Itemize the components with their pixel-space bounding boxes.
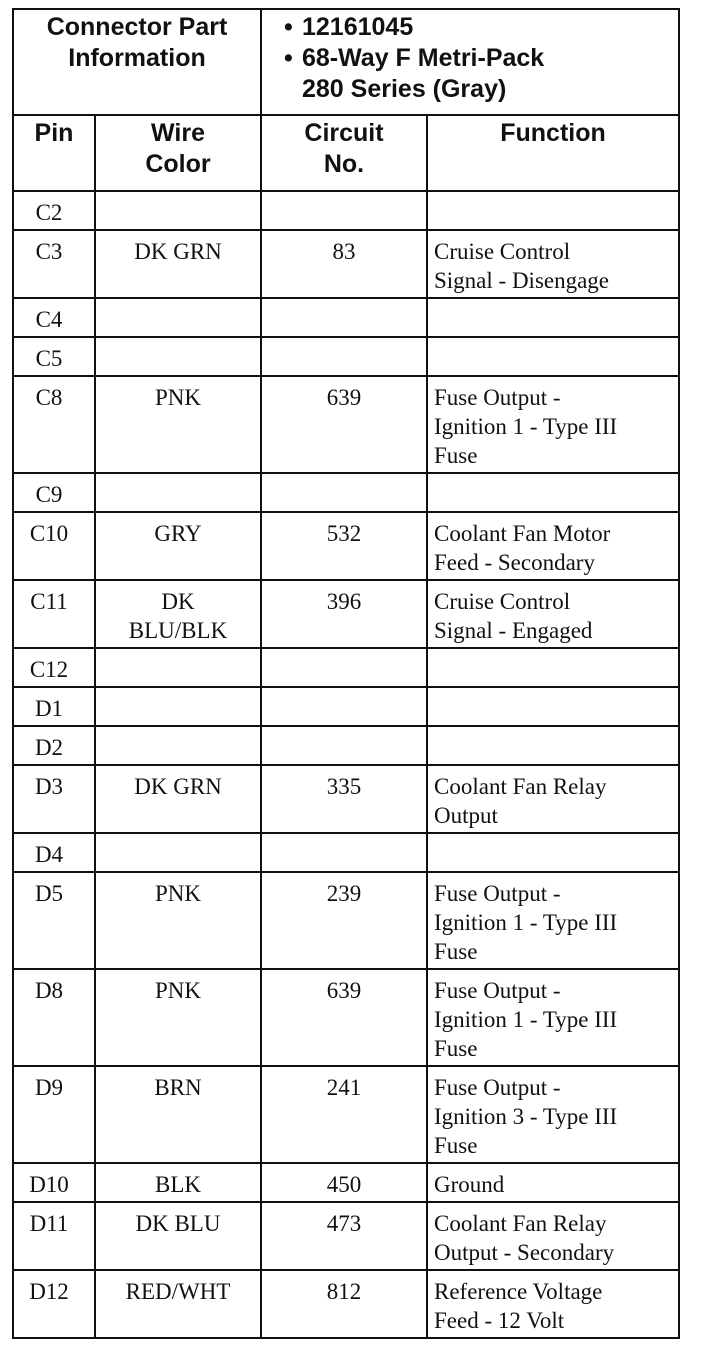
pin-cell-text: D11 xyxy=(29,1211,69,1236)
pin-cell xyxy=(13,298,95,337)
function-cell xyxy=(427,376,679,473)
pin-cell-text: D9 xyxy=(34,1075,64,1100)
wire-color-cell xyxy=(95,376,261,473)
function-cell-text: Output - Secondary xyxy=(434,1240,615,1265)
bullet-icon: • xyxy=(284,13,293,41)
column-header-circuit xyxy=(261,115,427,191)
wire-color-cell xyxy=(95,1163,261,1202)
wire-color-cell xyxy=(95,230,261,298)
circuit-cell xyxy=(261,473,427,512)
function-cell-text: Signal - Disengage xyxy=(434,268,610,293)
table-row xyxy=(13,872,679,969)
pin-cell xyxy=(13,872,95,969)
pin-cell-text: C4 xyxy=(35,307,63,332)
pin-cell-text: D2 xyxy=(34,735,64,760)
function-cell xyxy=(427,1270,679,1338)
wire-color-cell-text: DK xyxy=(161,589,195,614)
wire-color-cell xyxy=(95,473,261,512)
function-cell-text: Fuse Output - xyxy=(434,385,561,410)
table-row xyxy=(13,473,679,512)
column-header-circuit-line1: Circuit xyxy=(304,119,384,147)
pin-cell-text: D5 xyxy=(34,881,64,906)
wire-color-cell xyxy=(95,1202,261,1270)
circuit-cell-text: 335 xyxy=(326,774,362,799)
pin-cell xyxy=(13,765,95,833)
pin-cell-text: D10 xyxy=(29,1172,69,1197)
circuit-cell-text: 812 xyxy=(326,1279,362,1304)
circuit-cell xyxy=(261,1202,427,1270)
circuit-cell-text: 83 xyxy=(332,239,356,264)
circuit-cell xyxy=(261,726,427,765)
function-cell xyxy=(427,580,679,648)
table-row xyxy=(13,512,679,580)
circuit-cell xyxy=(261,230,427,298)
pin-cell-text: D8 xyxy=(34,978,64,1003)
function-cell xyxy=(427,1202,679,1270)
circuit-cell-text: 450 xyxy=(326,1172,362,1197)
wire-color-cell xyxy=(95,512,261,580)
circuit-cell xyxy=(261,872,427,969)
table-row xyxy=(13,376,679,473)
circuit-cell xyxy=(261,298,427,337)
pin-cell-text: C8 xyxy=(35,385,63,410)
function-cell-text: Signal - Engaged xyxy=(434,618,593,643)
table-row xyxy=(13,765,679,833)
pin-cell xyxy=(13,1163,95,1202)
pin-cell-text: C3 xyxy=(35,239,63,264)
circuit-cell-text: 239 xyxy=(326,881,362,906)
wire-color-cell xyxy=(95,969,261,1066)
pin-cell xyxy=(13,376,95,473)
circuit-cell xyxy=(261,969,427,1066)
pin-cell-text: D4 xyxy=(34,842,64,867)
bullet-icon: • xyxy=(284,44,293,72)
wire-color-cell-text: PNK xyxy=(154,881,201,906)
circuit-cell xyxy=(261,648,427,687)
wire-color-cell xyxy=(95,580,261,648)
table-row xyxy=(13,1066,679,1163)
function-cell xyxy=(427,298,679,337)
wire-color-cell-text: PNK xyxy=(154,978,201,1003)
table-row xyxy=(13,648,679,687)
pin-cell xyxy=(13,726,95,765)
function-cell-text: Fuse xyxy=(434,1133,478,1158)
wire-color-cell xyxy=(95,1066,261,1163)
wire-color-cell-text: PNK xyxy=(154,385,201,410)
wire-color-cell xyxy=(95,648,261,687)
table-row xyxy=(13,580,679,648)
function-cell xyxy=(427,473,679,512)
circuit-cell-text: 241 xyxy=(326,1075,362,1100)
circuit-cell xyxy=(261,687,427,726)
pin-cell xyxy=(13,230,95,298)
part-number: 12161045 xyxy=(302,13,414,41)
function-cell-text: Ignition 1 - Type III xyxy=(434,910,618,935)
function-cell xyxy=(427,726,679,765)
pin-cell-text: C2 xyxy=(35,200,63,225)
connector-info-row xyxy=(13,9,679,115)
pin-cell-text: D1 xyxy=(34,696,64,721)
function-cell-text: Fuse Output - xyxy=(434,1075,561,1100)
circuit-cell xyxy=(261,337,427,376)
pin-cell xyxy=(13,580,95,648)
circuit-cell-text: 396 xyxy=(326,589,362,614)
circuit-cell xyxy=(261,765,427,833)
wire-color-cell-text: BRN xyxy=(154,1075,202,1100)
table-row xyxy=(13,969,679,1066)
table-row xyxy=(13,1202,679,1270)
wire-color-cell xyxy=(95,687,261,726)
wire-color-cell-text: DK BLU xyxy=(135,1211,221,1236)
function-cell-text: Ignition 1 - Type III xyxy=(434,1007,618,1032)
circuit-cell-text: 639 xyxy=(326,978,362,1003)
pin-cell xyxy=(13,473,95,512)
column-header-wire-color-line2: Color xyxy=(145,150,211,178)
table-row xyxy=(13,191,679,230)
column-header-wire-color-line1: Wire xyxy=(151,119,205,147)
connector-info-label xyxy=(13,9,261,115)
wire-color-cell-text: BLU/BLK xyxy=(128,618,228,643)
function-cell xyxy=(427,1163,679,1202)
pin-cell xyxy=(13,687,95,726)
wire-color-cell xyxy=(95,1270,261,1338)
column-header-pin-label: Pin xyxy=(34,119,74,147)
connector-info-value xyxy=(261,9,679,115)
table-row xyxy=(13,1270,679,1338)
table-row xyxy=(13,337,679,376)
function-cell xyxy=(427,337,679,376)
function-cell-text: Ignition 1 - Type III xyxy=(434,414,618,439)
function-cell-text: Ignition 3 - Type III xyxy=(434,1104,618,1129)
pin-cell xyxy=(13,969,95,1066)
pin-cell-text: C9 xyxy=(35,482,63,507)
table-row xyxy=(13,298,679,337)
function-cell-text: Cruise Control xyxy=(434,239,571,264)
function-cell xyxy=(427,230,679,298)
circuit-cell xyxy=(261,833,427,872)
function-cell xyxy=(427,191,679,230)
column-header-function-label: Function xyxy=(500,119,606,147)
wire-color-cell-text: RED/WHT xyxy=(125,1279,231,1304)
function-cell-text: Coolant Fan Relay xyxy=(434,1211,607,1236)
function-cell xyxy=(427,512,679,580)
function-cell-text: Coolant Fan Relay xyxy=(434,774,607,799)
function-cell-text: Cruise Control xyxy=(434,589,571,614)
pin-cell-text: D3 xyxy=(34,774,64,799)
column-header-row xyxy=(13,115,679,191)
pin-cell-text: C10 xyxy=(29,521,69,546)
pin-cell xyxy=(13,191,95,230)
column-header-function xyxy=(427,115,679,191)
function-cell-text: Ground xyxy=(434,1172,505,1197)
column-header-pin xyxy=(13,115,95,191)
function-cell-text: Fuse xyxy=(434,1036,478,1061)
circuit-cell xyxy=(261,1163,427,1202)
function-cell-text: Feed - Secondary xyxy=(434,550,595,575)
function-cell-text: Fuse Output - xyxy=(434,978,561,1003)
connector-description-line2: 280 Series (Gray) xyxy=(302,75,507,103)
pin-cell-text: C5 xyxy=(35,346,63,371)
wire-color-cell xyxy=(95,726,261,765)
function-cell-text: Fuse xyxy=(434,939,478,964)
column-header-wire-color xyxy=(95,115,261,191)
circuit-cell xyxy=(261,512,427,580)
table-row xyxy=(13,726,679,765)
function-cell xyxy=(427,648,679,687)
function-cell xyxy=(427,969,679,1066)
wire-color-cell xyxy=(95,765,261,833)
wire-color-cell-text: DK GRN xyxy=(134,239,222,264)
column-header-circuit-line2: No. xyxy=(323,150,365,178)
connector-info-label-line2: Information xyxy=(68,44,206,72)
wire-color-cell xyxy=(95,191,261,230)
table-row xyxy=(13,687,679,726)
circuit-cell xyxy=(261,191,427,230)
function-cell-text: Reference Voltage xyxy=(434,1279,603,1304)
function-cell xyxy=(427,872,679,969)
table-row xyxy=(13,833,679,872)
connector-table xyxy=(12,8,680,1339)
circuit-cell xyxy=(261,1066,427,1163)
pin-cell xyxy=(13,1066,95,1163)
pin-cell xyxy=(13,1270,95,1338)
circuit-cell xyxy=(261,1270,427,1338)
wire-color-cell-text: BLK xyxy=(155,1172,201,1197)
pin-cell xyxy=(13,648,95,687)
function-cell xyxy=(427,687,679,726)
function-cell xyxy=(427,1066,679,1163)
wire-color-cell-text: GRY xyxy=(154,521,202,546)
pin-cell xyxy=(13,337,95,376)
function-cell-text: Output xyxy=(434,803,498,828)
connector-description-line1: 68-Way F Metri-Pack xyxy=(302,44,545,72)
function-cell-text: Fuse Output - xyxy=(434,881,561,906)
circuit-cell-text: 639 xyxy=(326,385,362,410)
connector-info-label-line1: Connector Part xyxy=(46,13,228,41)
function-cell xyxy=(427,833,679,872)
pin-cell-text: C12 xyxy=(29,657,69,682)
pin-cell-text: D12 xyxy=(29,1279,69,1304)
table-row xyxy=(13,230,679,298)
pin-cell-text: C11 xyxy=(30,589,68,614)
wire-color-cell-text: DK GRN xyxy=(134,774,222,799)
wire-color-cell xyxy=(95,298,261,337)
table-row xyxy=(13,1163,679,1202)
circuit-cell-text: 532 xyxy=(326,521,362,546)
pin-cell xyxy=(13,1202,95,1270)
circuit-cell xyxy=(261,580,427,648)
wire-color-cell xyxy=(95,833,261,872)
function-cell-text: Fuse xyxy=(434,443,478,468)
pin-cell xyxy=(13,833,95,872)
function-cell xyxy=(427,765,679,833)
function-cell-text: Coolant Fan Motor xyxy=(434,521,611,546)
wire-color-cell xyxy=(95,872,261,969)
circuit-cell-text: 473 xyxy=(326,1211,362,1236)
wire-color-cell xyxy=(95,337,261,376)
function-cell-text: Feed - 12 Volt xyxy=(434,1308,565,1333)
circuit-cell xyxy=(261,376,427,473)
pin-cell xyxy=(13,512,95,580)
